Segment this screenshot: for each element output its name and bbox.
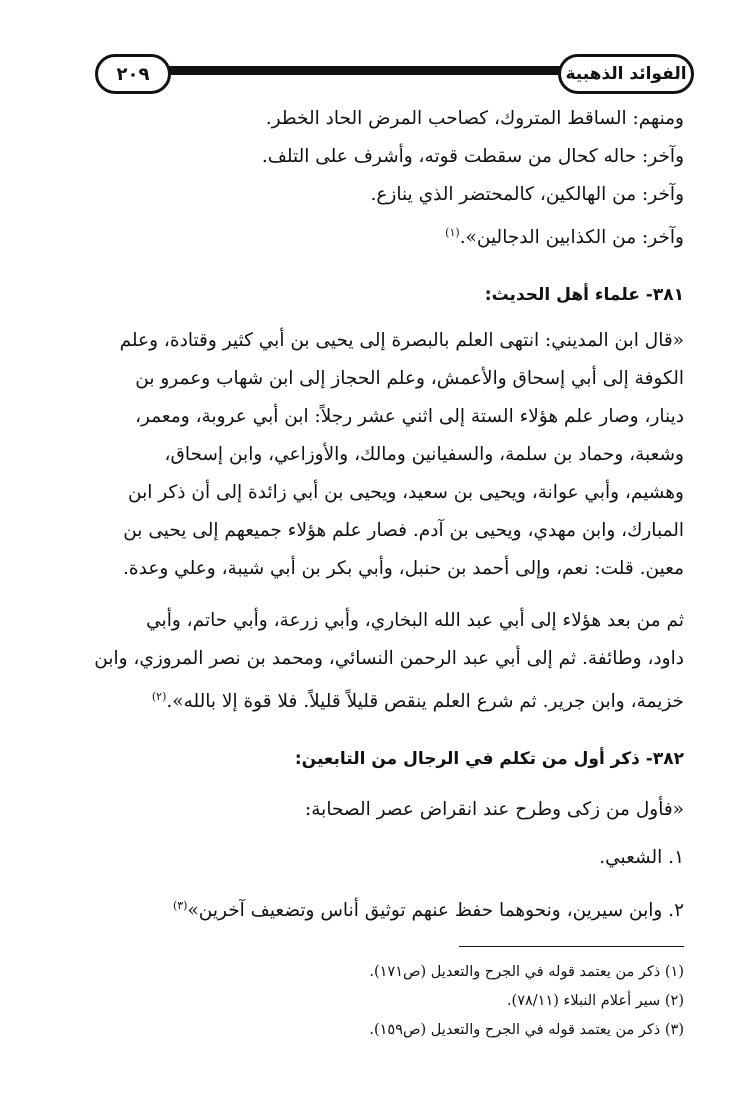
intro-line: وآخر: حاله كحال من سقطت قوته، وأشرف على التلف. [261, 146, 684, 167]
paragraph-line: الكوفة إلى أبي إسحاق والأعمش، وعلم الحجاز إلى ابن شهاب وعمرو بن [135, 368, 684, 389]
section-381-para2 [90, 602, 684, 721]
list-item: ١. الشعبي. [599, 847, 684, 868]
intro-line: وآخر: من الهالكين، كالمحتضر الذي ينازع. [370, 184, 684, 205]
paragraph-line: وشعبة، وحماد بن سلمة، والسفيانين ومالك، والأوزاعي، وابن إسحاق، [164, 444, 684, 465]
footnote-ref: (٣) [172, 899, 188, 912]
section-381-para1 [90, 322, 684, 588]
intro-line: وآخر: من الكذابين الدجالين».$^{(١)}$ [445, 226, 684, 249]
paragraph-line: خزيمة، وابن جرير. ثم شرع العلم ينقص قليلاً قليلاً. فلا قوة إلا بالله».$^{(٢)}$ [151, 690, 684, 713]
paragraph-line: دينار، وصار علم هؤلاء الستة إلى اثني عشر رجلاً: ابن أبي عروبة، ومعمر، [135, 406, 684, 427]
paragraph-line: «فأول من زكى وطرح عند انقراض عصر الصحابة: [305, 799, 684, 820]
header-rule [120, 66, 574, 75]
intro-line: ومنهم: الساقط المتروك، كصاحب المرض الحاد الخطر. [265, 108, 684, 129]
paragraph-line: معين. قلت: نعم، وإلى أحمد بن حنبل، وأبي بكر بن أبي شيبة، وعلي وعدة. [123, 558, 684, 579]
intro-block [90, 100, 684, 257]
paragraph-line: داود، وطائفة. ثم إلى أبي عبد الرحمن النسائي، ومحمد بن نصر المروزي، وابن [94, 648, 684, 669]
book-title: الفوائد الذهبية [558, 54, 694, 94]
footnote-item: (١) ذكر من يعتمد قوله في الجرح والتعديل (ص١٧١). [369, 964, 684, 980]
footnotes [90, 958, 684, 1045]
footnote-ref: (١) [445, 226, 460, 239]
section-382-heading: ٣٨٢- ذكر أول من تكلم في الرجال من التابعين: [294, 749, 684, 769]
section-381-heading: ٣٨١- علماء أهل الحديث: [484, 285, 684, 305]
paragraph-line: ثم من بعد هؤلاء إلى أبي عبد الله البخاري، وأبي زرعة، وأبي حاتم، وأبي [146, 610, 684, 631]
footnote-divider [459, 946, 684, 947]
paragraph-line: «قال ابن المديني: انتهى العلم بالبصرة إلى يحيى بن أبي كثير وقتادة، وعلم [119, 330, 684, 351]
footnote-ref: (٢) [151, 690, 167, 703]
footnote-item: (٣) ذكر من يعتمد قوله في الجرح والتعديل (ص١٥٩). [369, 1022, 684, 1038]
section-382-body [90, 786, 684, 935]
paragraph-line: المبارك، وابن مهدي، ويحيى بن آدم. فصار علم هؤلاء جميعهم إلى يحيى بن [123, 520, 684, 541]
page-number: ٢٠٩ [95, 54, 171, 94]
list-item: ٢. وابن سيرين، ونحوهما حفظ عنهم توثيق أناس وتضعيف آخرين»$^{(٣)}$ [172, 899, 684, 922]
footnote-item: (٢) سير أعلام النبلاء (٧٨/١١). [506, 993, 684, 1009]
paragraph-line: وهشيم، وأبي عوانة، ويحيى بن سعيد، ويحيى بن أبي زائدة إلى أن ذكر ابن [127, 482, 684, 503]
